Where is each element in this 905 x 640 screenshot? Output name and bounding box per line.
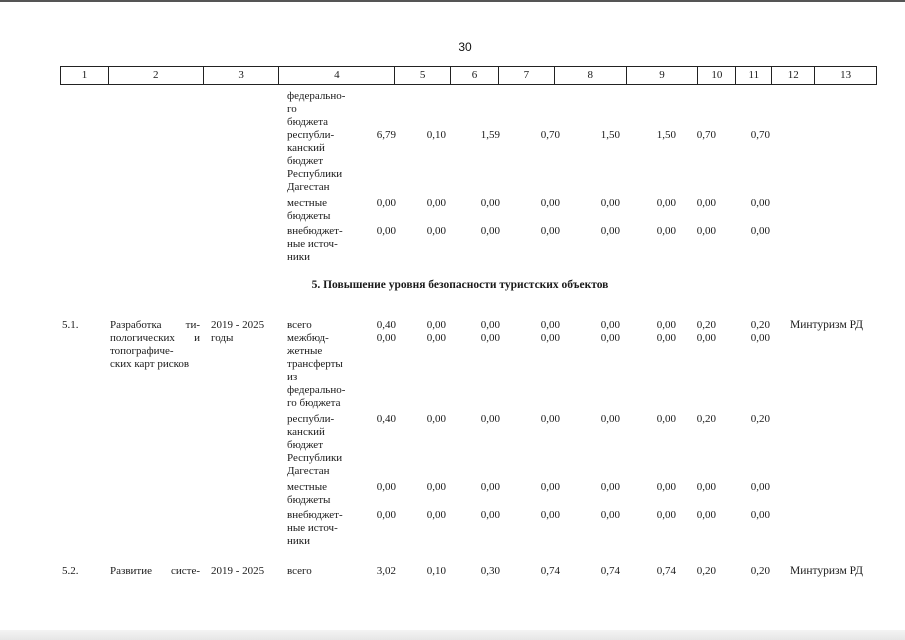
value-cell: 0,00 [480,225,500,237]
item-name-line: Разработка ти- [110,319,200,331]
header-col-10: 10 [698,67,736,84]
label-line: Дагестан [287,181,330,193]
value-cell: 0,00 [480,332,500,344]
value-cell: 0,00 [656,197,676,209]
value-cell: 0,20 [696,413,716,425]
value-cell: 0,00 [656,509,676,521]
value-cell: 0,00 [480,509,500,521]
value-cell: 0,00 [656,332,676,344]
label-line: канский [287,426,325,438]
scan-bottom-edge [0,630,905,640]
item-period-line: 2019 - 2025 [211,565,265,577]
value-cell: 0,00 [696,197,716,209]
label-line: го бюджета [287,397,341,409]
value-cell: 0,00 [426,332,446,344]
value-cell: 0,00 [696,481,716,493]
executor: Минтуризм РД [790,565,863,577]
value-cell: 0,00 [540,197,560,209]
value-cell: 0,00 [540,509,560,521]
value-cell: 0,00 [480,197,500,209]
item-name-line: ских карт рисков [110,358,190,370]
label-line: ники [287,251,311,263]
value-cell: 0,00 [376,225,396,237]
value-cell: 0,00 [656,413,676,425]
value-cell: 0,00 [426,197,446,209]
label-line: всего [287,565,312,577]
value-cell: 0,00 [600,319,620,331]
value-cell: 0,00 [376,481,396,493]
label-line: республи- [287,129,335,141]
item-name-line: Развитие систе- [110,565,200,577]
value-cell: 0,40 [376,413,396,425]
label-line: Республики [287,168,343,180]
label-line: федерально- [287,384,346,396]
value-cell: 0,00 [696,225,716,237]
value-cell: 1,59 [480,129,500,141]
header-col-6: 6 [451,67,499,84]
value-cell: 0,00 [696,509,716,521]
item-name-line: пологических и [110,332,200,344]
label-line: бюджеты [287,494,331,506]
value-cell: 0,10 [426,129,446,141]
label-line: межбюд- [287,332,329,344]
label-line: местные [287,197,327,209]
label-line: трансферты [287,358,343,370]
value-cell: 1,50 [600,129,620,141]
header-col-7: 7 [499,67,555,84]
header-col-11: 11 [736,67,772,84]
value-cell: 0,00 [750,481,770,493]
header-col-1: 1 [61,67,109,84]
page-number: 30 [458,40,472,54]
value-cell: 0,00 [656,319,676,331]
header-col-2: 2 [109,67,204,84]
label-line: канский [287,142,325,154]
value-cell: 0,00 [696,332,716,344]
value-cell: 0,00 [426,481,446,493]
value-cell: 0,00 [480,413,500,425]
value-cell: 0,74 [656,565,676,577]
label-line: внебюджет- [287,509,343,521]
column-number-header [60,66,877,85]
value-cell: 0,20 [696,565,716,577]
item-number: 5.1. [62,319,79,331]
label-line: ные источ- [287,522,338,534]
value-cell: 0,00 [540,225,560,237]
label-line: го [287,103,297,115]
value-cell: 0,00 [600,413,620,425]
label-line: ные источ- [287,238,338,250]
value-cell: 0,10 [426,565,446,577]
value-cell: 0,00 [750,332,770,344]
value-cell: 0,00 [750,225,770,237]
header-col-12: 12 [772,67,815,84]
header-col-8: 8 [555,67,627,84]
value-cell: 0,00 [426,413,446,425]
value-cell: 0,00 [750,509,770,521]
value-cell: 0,70 [750,129,770,141]
executor: Минтуризм РД [790,319,863,331]
label-line: бюджет [287,439,323,451]
label-line: внебюджет- [287,225,343,237]
label-line: из [287,371,298,383]
value-cell: 0,00 [540,319,560,331]
value-cell: 0,70 [540,129,560,141]
item-period-line: годы [211,332,234,344]
value-cell: 0,00 [480,319,500,331]
value-cell: 0,74 [540,565,560,577]
value-cell: 0,00 [600,197,620,209]
value-cell: 1,50 [656,129,676,141]
header-col-3: 3 [204,67,280,84]
label-line: всего [287,319,312,331]
scan-top-edge [0,0,905,2]
value-cell: 0,20 [696,319,716,331]
label-line: бюджеты [287,210,331,222]
item-period-line: 2019 - 2025 [211,319,265,331]
value-cell: 0,00 [750,197,770,209]
item-number: 5.2. [62,565,79,577]
header-col-4: 4 [279,67,395,84]
label-line: ники [287,535,311,547]
value-cell: 0,40 [376,319,396,331]
item-name-line: топографиче- [110,345,174,357]
value-cell: 6,79 [376,129,396,141]
label-line: бюджета [287,116,329,128]
value-cell: 0,00 [480,481,500,493]
value-cell: 0,00 [540,481,560,493]
value-cell: 0,70 [696,129,716,141]
value-cell: 0,00 [376,509,396,521]
header-col-9: 9 [627,67,699,84]
label-line: местные [287,481,327,493]
label-line: федерально- [287,90,346,102]
value-cell: 0,00 [426,319,446,331]
label-line: республи- [287,413,335,425]
value-cell: 0,00 [600,332,620,344]
label-line: бюджет [287,155,323,167]
value-cell: 0,00 [540,332,560,344]
header-col-5: 5 [395,67,451,84]
value-cell: 0,00 [426,509,446,521]
value-cell: 0,00 [656,481,676,493]
value-cell: 3,02 [376,565,396,577]
value-cell: 0,00 [376,197,396,209]
label-line: Дагестан [287,465,330,477]
value-cell: 0,00 [600,481,620,493]
value-cell: 0,20 [750,319,770,331]
value-cell: 0,00 [656,225,676,237]
value-cell: 0,00 [600,225,620,237]
section-title: 5. Повышение уровня безопасности туристских объектов [311,279,609,291]
value-cell: 0,30 [480,565,500,577]
value-cell: 0,20 [750,565,770,577]
value-cell: 0,74 [600,565,620,577]
value-cell: 0,20 [750,413,770,425]
value-cell: 0,00 [540,413,560,425]
header-col-13: 13 [840,69,852,81]
label-line: Республики [287,452,343,464]
value-cell: 0,00 [426,225,446,237]
value-cell: 0,00 [376,332,396,344]
label-line: жетные [287,345,323,357]
value-cell: 0,00 [600,509,620,521]
